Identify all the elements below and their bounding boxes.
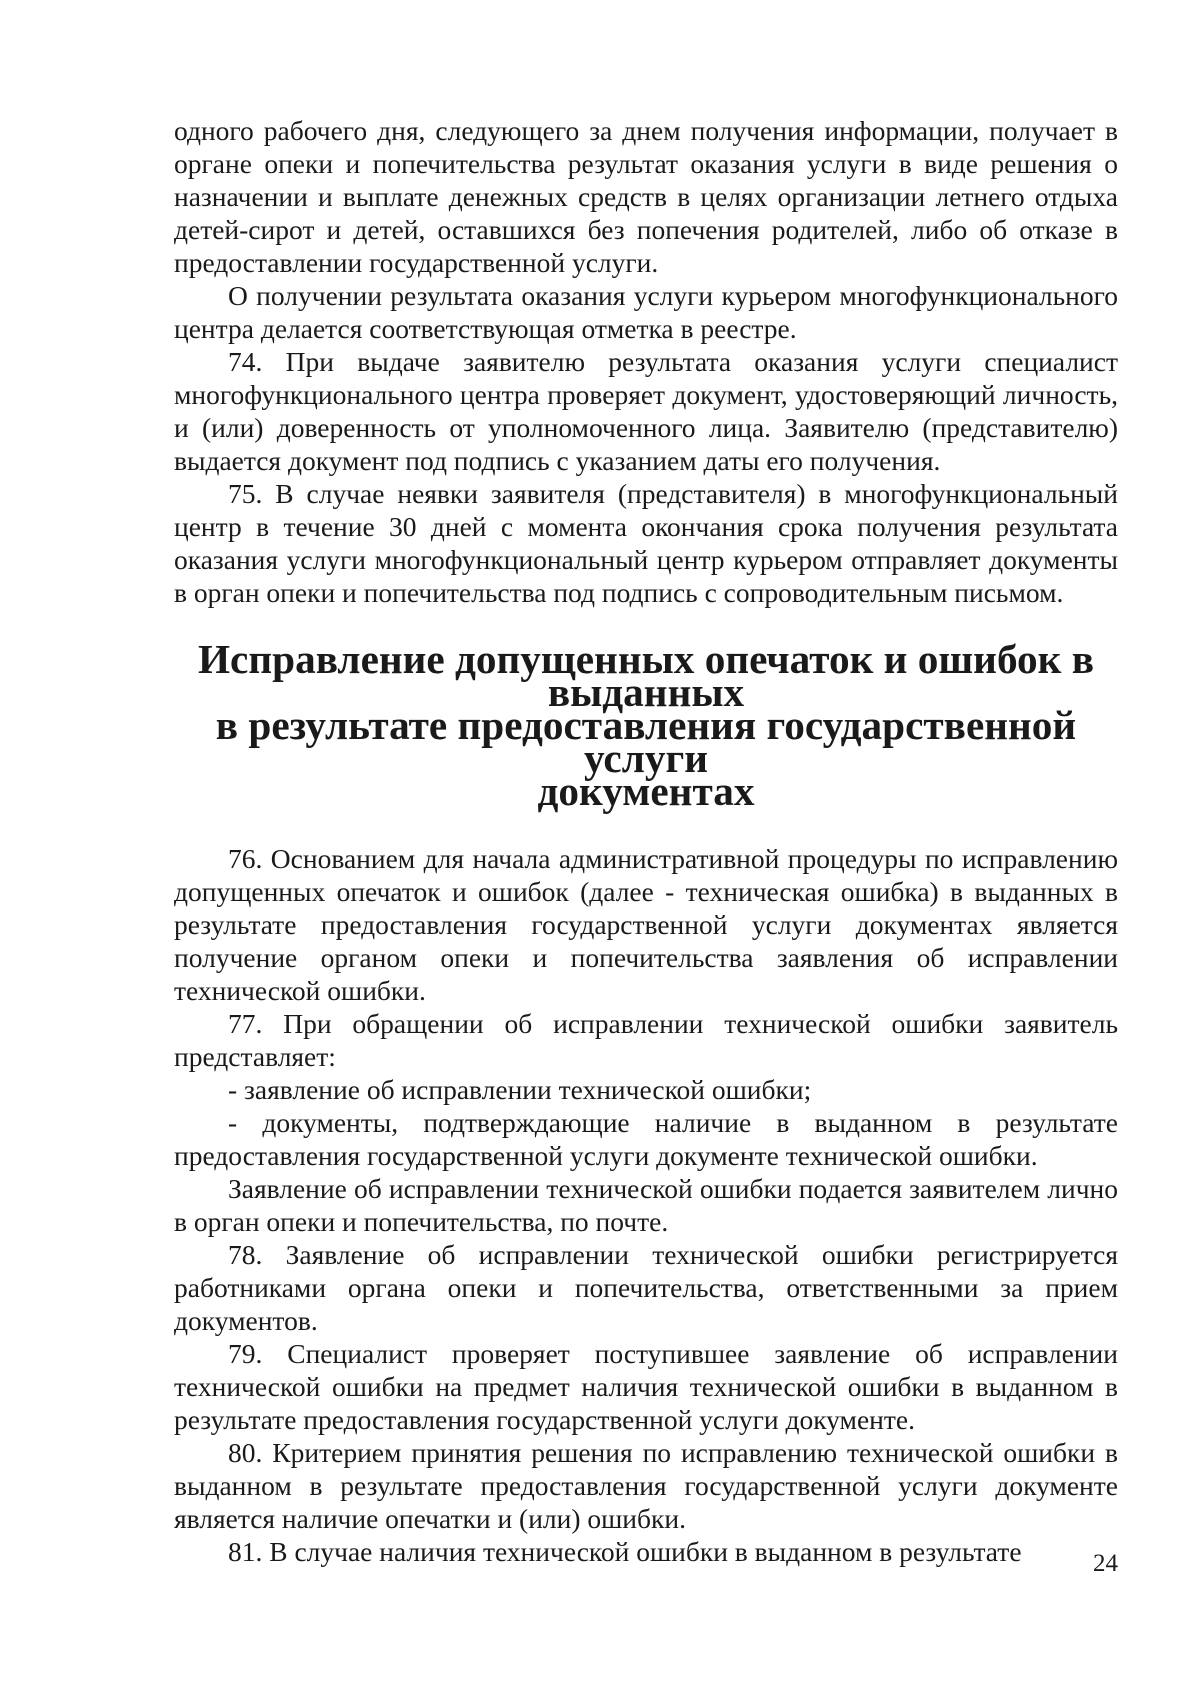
section-heading-line-3: документах [537, 768, 755, 814]
paragraph-77-note: Заявление об исправлении технической ошибки подается заявителем лично в орган опеки и попечительства, по почте. [174, 1173, 1118, 1237]
paragraph-80: 80. Критерием принятия решения по исправлению технической ошибки в выданном в результате предоставления государственной услуги документе является наличие опечатки и (или) ошибки. [174, 1437, 1118, 1534]
paragraph-77-item-1: - заявление об исправлении технической ошибки; [228, 1074, 812, 1105]
section-heading-line-1: Исправление допущенных опечаток и ошибок в выданных [197, 636, 1095, 715]
section-heading-line-2: в результате предоставления государственной услуги [215, 702, 1077, 781]
paragraph-76: 76. Основанием для начала административной процедуры по исправлению допущенных опечаток и ошибок (далее - техническая ошибка) в выданных в результате предоставления государственной услуги документах является получение органом опеки и попечительства заявления об исправлении технической ошибки. [174, 843, 1118, 1006]
page-number: 24 [1093, 1550, 1118, 1577]
paragraph-continuation: одного рабочего дня, следующего за днем получения информации, получает в органе опеки и попечительства результат оказания услуги в виде решения о назначении и выплате денежных средств в целях организации летнего отдыха детей-сирот и детей, оставшихся без попечения родителей, либо об отказе в предоставлении государственной услуги. [174, 115, 1118, 278]
section-heading [174, 609, 1118, 842]
paragraph-77: 77. При обращении об исправлении технической ошибки заявитель представляет: [174, 1008, 1118, 1072]
document-page [174, 114, 1118, 1568]
paragraph-75: 75. В случае неявки заявителя (представителя) в многофункциональный центр в течение 30 дней с момента окончания срока получения результата оказания услуги многофункциональный центр курьером отправляет документы в орган опеки и попечительства под подпись с сопроводительным письмом. [174, 478, 1118, 608]
paragraph-courier-note: О получении результата оказания услуги курьером многофункционального центра делается соответствующая отметка в реестре. [174, 280, 1118, 344]
paragraph-74: 74. При выдаче заявителю результата оказания услуги специалист многофункционального центра проверяет документ, удостоверяющий личность, и (или) доверенность от уполномоченного лица. Заявителю (представителю) выдается документ под подпись с указанием даты его получения. [174, 346, 1118, 476]
paragraph-81: 81. В случае наличия технической ошибки в выданном в результате [228, 1536, 1022, 1567]
paragraph-78: 78. Заявление об исправлении технической ошибки регистрируется работниками органа опеки и попечительства, ответственными за прием документов. [174, 1239, 1118, 1336]
paragraph-79: 79. Специалист проверяет поступившее заявление об исправлении технической ошибки на предмет наличия технической ошибки в выданном в результате предоставления государственной услуги документе. [174, 1338, 1118, 1435]
paragraph-77-item-2: - документы, подтверждающие наличие в выданном в результате предоставления государственной услуги документе технической ошибки. [174, 1107, 1118, 1171]
